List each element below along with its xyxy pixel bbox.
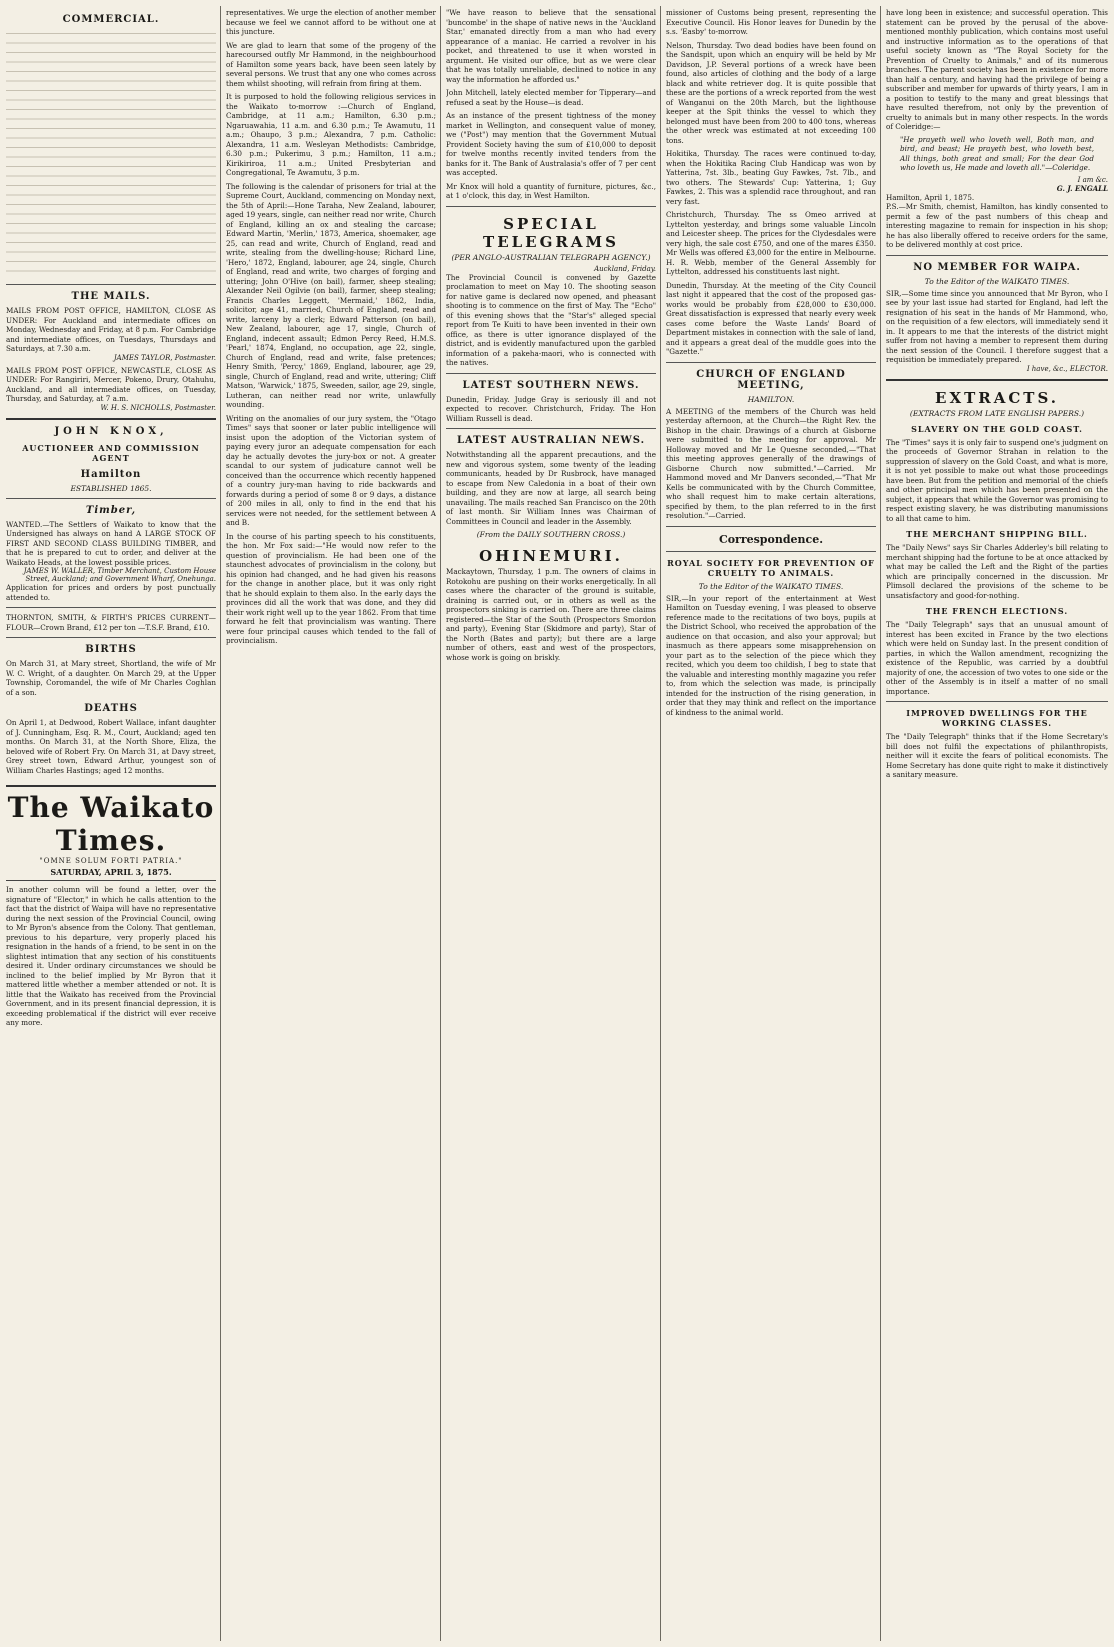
deaths-heading: DEATHS (84, 703, 138, 714)
correspondence-heading: Correspondence. (718, 532, 824, 546)
shipping-text: The "Daily News" says Sir Charles Adderley's bill relating to merchant shipping had the fortune to be at once attacked by what may be called the Left and the Right of the parties which are principally concerned in the discussion. Mr Plimsoll declared the provisions of the scheme to be unsatisfactory and good-for-nothing. (886, 543, 1108, 600)
divider (666, 551, 876, 552)
col2-intro: representatives. We urge the election of another member because we feel we cannot afford to be without one at this juncture. (226, 8, 436, 36)
shipping-heading: THE MERCHANT SHIPPING BILL. (906, 529, 1088, 539)
sign-off: I am &c. (1077, 175, 1108, 184)
mails-hamilton: MAILS FROM POST OFFICE, HAMILTON, CLOSE AS UNDER: For Auckland and intermediate offices on Monday, Wednesday and Friday, at 8 p.m. For Cambridge and intermediate offices, on Tuesdays, Thursdays and Saturdays, at 7.30 a.m. (6, 306, 216, 353)
french-text: The "Daily Telegraph" says that an unusual amount of interest has been excited in France by the two elections which were held on Sunday last. In the present condition of parties, in which the Wallon amendment, recognizing the existence of the Republic, was carried by a doubtful majority of one, the accession of two votes to one side or the other of the Assembly is in itself a matter of no small importance. (886, 620, 1108, 696)
knox-place: Hamilton (80, 468, 142, 480)
special-telegrams-heading: SPECIAL TELEGRAMS (483, 214, 619, 251)
waipa-to: To the Editor of the WAIKATO TIMES. (924, 276, 1070, 286)
correspondence-to: To the Editor of the WAIKATO TIMES. (698, 581, 844, 591)
col3-text-1: John Mitchell, lately elected member for Tipperary—and refused a seat by the House—is dead. (446, 88, 656, 107)
commercial-text (6, 29, 216, 279)
waipa-text: SIR,—Some time since you announced that Mr Byron, who I see by your last issue had started for England, had left the resignation of his seat in the hands of Mr Hammond, who, on the requisition of a few electors, will immediately send it in. It appears to me that the interests of the district might suffer from not having a member to represent them during the next session of the Council. I therefore suggest that a requisition be immediately prepared. (886, 288, 1108, 364)
deaths-text: On April 1, at Dedwood, Robert Wallace, infant daughter of J. Cunningham, Esq. R. M., Court, Auckland; aged ten months. On March 31, at the North Shore, Eliza, the beloved wife of Robert Fry. On March 31, at Davy street, Grey street town, Edward Arthur, youngest son of William Charles Hastings; aged 12 months. (6, 718, 216, 775)
nelson-news: Nelson, Thursday. Two dead bodies have been found on the Sandspit, upon which an enquiry will be held by Mr Davidson, J.P. Several portions of a wreck have been found, also articles of clothing and the body of a large black and white retriever dog. It is quite possible that these are the portions of a wreck reported from the west of Wanganui on the 20th March, but the lighthouse keeper at the Spit thinks the vessel to which they belonged must have been from 200 to 400 tons, whereas the other wreck was estimated at not exceeding 100 tons. (666, 40, 876, 145)
divider (6, 284, 216, 285)
church-meeting-text: A MEETING of the members of the Church was held yesterday afternoon, at the Church—the Right Rev. the Bishop in the chair. Drawings of a church at Gisborne were submitted to the meeting for approval. Mr Holloway moved and Mr Le Quesne seconded,—"That this meeting approves generally of the drawings of Gisborne Church now submitted."—Carried. Mr Hammond moved and Mr Danvers seconded,—"That Mr Kells be communicated with by the Church Committee, who shall request him to make certain alterations, specified by them, to the plan referred to in the first resolution."—Carried. (666, 406, 876, 520)
timber-signed: JAMES W. WALLER, Timber Merchant, Custom House Street, Auckland; and Government Wharf, Onehunga. (23, 567, 216, 583)
ohinemuri-text: Mackaytown, Thursday, 1 p.m. The owners of claims in Rotokohu are pushing on their works energetically. In all cases where the character of the ground is suitable, draining is carried out, or in others as well as the prospectors sinking is carried on. There are three claims registered—the Star of the South (Prospectors Smordon and party), Evening Star (Skidmore and party), Star of the North (Bates and party); but there are a large number of others, east and west of the prospectors, whose work is going on briskly. (446, 567, 656, 662)
signer: G. J. ENGALL (1056, 183, 1108, 193)
divider (446, 373, 656, 374)
column-1 (6, 8, 216, 1639)
special-dateline: Auckland, Friday. (594, 264, 656, 273)
births-text: On March 31, at Mary street, Shortland, the wife of Mr W. C. Wright, of a daughter. On March 29, at the Upper Township, Coromandel, the wife of Mr Charles Coghlan of a son. (6, 659, 216, 697)
correspondence-title: ROYAL SOCIETY FOR PREVENTION OF CRUELTY TO ANIMALS. (667, 557, 875, 578)
commercial-heading: COMMERCIAL. (62, 14, 160, 25)
mails-signed: JAMES TAYLOR, Postmaster. (113, 353, 216, 362)
col3-text-2: As an instance of the present tightness of the money market in Wellington, and consequent value of money, we ("Post") may mention that the Government Mutual Provident Society having the sum of £10,000 to deposit for twelve months recently invited tenders from the banks for it. The Bank of Australasia's offer of 7 per cent was accepted. (446, 111, 656, 177)
french-heading: THE FRENCH ELECTIONS. (925, 606, 1069, 616)
col2-text-4: Writing on the anomalies of our jury system, the "Otago Times" says that sooner or later public intelligence will insist upon the adoption of the Victorian system of paying every juror an adequate compensation for each day he actually devotes the jury-box or not. A greater scandal to our system of judicature cannot well be conceived than the occurrence which recently happened of a country jury-man having to ride backwards and forwards during a period of some 8 or 9 days, a distance of 200 miles in all, only to find in the end that his services were not needed, for the settlement between A and B. (226, 413, 436, 527)
waipa-sign: I have, &c., ELECTOR. (1026, 364, 1108, 373)
extracts-sub: (EXTRACTS FROM LATE ENGLISH PAPERS.) (909, 408, 1085, 418)
divider (666, 362, 876, 363)
col3-intro: "We have reason to believe that the sensational 'buncombe' in the shape of native news in the 'Auckland Star,' emanated directly from a man who had every appearance of a maniac. He carried a revolver in his pocket, and threatened to use it when worsted in argument. He visited our office, but as we were clear that he was totally unreliable, declined to notice in any way the information he afforded us." (446, 8, 656, 84)
extracts-heading: EXTRACTS. (935, 388, 1059, 407)
divider (666, 526, 876, 527)
knox-established: ESTABLISHED 1865. (70, 483, 152, 493)
col2-text-5: In the course of his parting speech to his constituents, the hon. Mr Fox said:—"He would now refer to the question of provincialism. He had been one of the staunchest advocates of provincialism in the colony, but his opinion had changed, and he had given his reasons for the change in another place, but it was only right that he should explain to them also. In the early days the provinces did all the work that was done, and they did their work right well up to the year 1862. From that time forward he felt that provincialism was wanting. There were four principal causes which tended to the fall of provincialism. (226, 531, 436, 645)
editorial-text: In another column will be found a letter, over the signature of "Elector," in which he calls attention to the fact that the district of Waipa will have no representative during the next session of the Provincial Council, owing to Mr Byron's absence from the Colony. That gentleman, previous to his departure, very properly placed his resignation in the hands of a friend, to be sent in on the slightest intimation that any section of his constituents desired it. Under ordinary circumstances we should be inclined to the belief implied by Mr Byron that it mattered little whether a member attended or not. It is little that the Waikato has received from the Provincial Government, and in its present financial depression, it is exceeding problematical if the district will ever receive any more. (6, 885, 216, 1027)
timber-application: Application for prices and orders by post punctually attended to. (6, 583, 216, 602)
dunedin-news: Dunedin, Thursday. At the meeting of the City Council last night it appeared that the cost of the proposed gas-works would be probably from £28,000 to £30,000. Great dissatisfaction is expressed that nearly every week cases come before the Waste Lands' Board of Department mistakes in connection with the sale of land, and it appears a great deal of the muddle goes into the "Gazette." (666, 280, 876, 356)
column-2 (226, 8, 436, 1639)
mails-newcastle: MAILS FROM POST OFFICE, NEWCASTLE, CLOSE AS UNDER: For Rangiriri, Mercer, Pokeno, Drury, Otahuhu, Auckland, and all intermediate offices, on Tuesday, Thursday, and Saturday, at 7 a.m. (6, 365, 216, 403)
australian-news-text: Notwithstanding all the apparent precautions, and the new and vigorous system, some twenty of the leading communicants, headed by Dr Rusbrock, have managed to escape from New Caledonia in a boat of their own building, and they are now at large, all search being unavailing. The mails reached San Francisco on the 20th of last month. Sir William Innes was Chairman of Committees in Council and leader in the Assembly. (446, 450, 656, 526)
postscript: P.S.—Mr Smith, chemist, Hamilton, has kindly consented to permit a few of the past numbers of this cheap and interesting magazine to remain for inspection in his shop; he has also liberally offered to receive orders for the same, to be delivered monthly at cost price. (886, 202, 1108, 249)
column-5 (886, 8, 1108, 1639)
divider (6, 607, 216, 608)
column-3 (446, 8, 656, 1639)
dwellings-heading: IMPROVED DWELLINGS FOR THE WORKING CLASSES. (906, 708, 1088, 728)
church-meeting-heading: CHURCH OF ENGLAND MEETING, (696, 368, 846, 391)
hokitika-news: Hokitika, Thursday. The races were continued to-day, when the Hokitika Racing Club Handicap was won by Yatterina, 7st. 3lb., beating Guy Fawkes, 7st. 7lb., and two others. The Stewards' Cup: Yatterina, 1; Guy Fawkes, 2. This was a splendid race throughout, and ran very fast. (666, 149, 876, 206)
timber-heading: Timber, (85, 504, 137, 516)
col5-intro: have long been in existence; and successful operation. This statement can be proved by the perusal of the above-mentioned monthly publication, which contains most useful and instructive information as to the operations of that useful society known as "The Royal Society for the Prevention of Cruelty to Animals," and of its numerous branches. The parent society has been in existence for more than half a century, and having had the privilege of being a subscriber and member for upwards of thirty years, I am in a position to testify to the many and great blessings that have resulted therefrom, not only by the prevention of cruelty to animals but in many other respects. In the words of Coleridge:— (886, 8, 1108, 131)
southern-news-text: Dunedin, Friday. Judge Gray is seriously ill and not expected to recover. Christchurch, Friday. The Hon William Russell is dead. (446, 394, 656, 423)
col2-text-2: It is purposed to hold the following religious services in the Waikato to-morrow :—Church of England, Cambridge, at 11 a.m.; Hamilton, 6.30 p.m.; Ngaruawahia, 11 a.m. and 6.30 p.m.; Te Awamutu, 11 a.m.; Ohaupo, 3 p.m.; Alexandra, 7 p.m. Catholic: Alexandra, 11 a.m. Wesleyan Methodists: Cambridge, 6.30 p.m.; Pukerimu, 3 p.m.; Hamilton, 11 a.m.; Kirikiriroa, 11 a.m.; United Presbyterian and Congregational, Te Awamutu, 3 p.m. (226, 92, 436, 177)
column-rule (660, 6, 661, 1641)
divider (6, 498, 216, 499)
masthead-motto: "OMNE SOLUM FORTI PATRIA." (39, 857, 183, 865)
col3-text-3: Mr Knox will hold a quantity of furniture, pictures, &c., at 1 o'clock, this day, in West Hamilton. (446, 181, 656, 200)
divider (886, 255, 1108, 256)
prices-current: THORNTON, SMITH, & FIRTH'S PRICES CURRENT— FLOUR—Crown Brand, £12 per ton —T.S.F. Brand, £10. (6, 613, 216, 632)
slavery-text: The "Times" says it is only fair to suspend one's judgment on the proceeds of Governor Strahan in relation to the suppression of slavery on the Gold Coast, and what is more, it is not yet possible to make out what those proceedings have been. But from the petition and memorial of the chiefs and other principal men which has been presented on the subject, it appears that while the Governor was promising to respect existing slavery, he was distributing manumissions to all that came to him. (886, 437, 1108, 523)
slavery-heading: SLAVERY ON THE GOLD COAST. (911, 423, 1083, 434)
southern-news-heading: LATEST SOUTHERN NEWS. (462, 379, 640, 391)
col4-intro: missioner of Customs being present, representing the Executive Council. His Honor leaves for Dunedin by the s.s. 'Easby' to-morrow. (666, 8, 876, 36)
column-rule (880, 6, 881, 1641)
christchurch-news: Christchurch, Thursday. The ss Omeo arrived at Lyttelton yesterday, and brings some valuable Lincoln and Leicester sheep. The prices for the Clydesdales were very high, the sale cost £750, and one of the mares £350. Mr Wells was offered £3,000 for the entire in Melbourne. H. R. Webb, member of the General Assembly for Lyttelton, addressed his constituents last night. (666, 210, 876, 276)
divider (886, 379, 1108, 381)
place-date: Hamilton, April 1, 1875. (886, 192, 975, 202)
divider (886, 701, 1108, 702)
coleridge-poem: "He prayeth well who loveth well, Both man, and bird, and beast; He prayeth best, who loveth best, All things, both great and small; For the dear God who loveth us, He made and loveth all."—Coleridge. (900, 134, 1094, 172)
column-rule (220, 6, 221, 1641)
knox-name: JOHN KNOX, (54, 425, 168, 437)
special-text: The Provincial Council is convened by Gazette proclamation to meet on May 10. The shooting season for native game is declared now opened, and pheasant shooting is to commence on the first of May. The "Echo" of this evening shows that the "Star's" alleged special report from Te Kuiti to have been invented in their own office, as there is utter ignorance displayed of the district, and is evidently manufactured upon the garbled information of a pakeha-maori, who is connected with the natives. (446, 272, 656, 367)
divider (446, 206, 656, 207)
timber-text: WANTED.—The Settlers of Waikato to know that the Undersigned has always on hand A LARGE STOCK OF FIRST AND SECOND CLASS BUILDING TIMBER, and that he is prepared to cut to order, and deliver at the Waikato Heads, at the lowest possible prices. (6, 519, 216, 567)
dwellings-text: The "Daily Telegraph" thinks that if the Home Secretary's bill does not fulfil the expectations of philanthropists, neither will it excite the fears of political economists. The Home Secretary has done quite right to make it distinctively a sanitary measure. (886, 732, 1108, 779)
column-rule (440, 6, 441, 1641)
col2-text-1: We are glad to learn that some of the progeny of the harecoursed outfly Mr Hammond, in the neighbourhood of Hamilton some years back, have been seen lately by several persons. We trust that any one who comes across them whilst shooting, will refrain from firing at them. (226, 40, 436, 88)
commercial-filler (6, 29, 216, 279)
special-telegrams-sub: (PER ANGLO-AUSTRALIAN TELEGRAPH AGENCY.) (451, 252, 651, 262)
mails-signed-2: W. H. S. NICHOLLS, Postmaster. (100, 403, 216, 412)
australian-news-heading: LATEST AUSTRALIAN NEWS. (456, 435, 646, 446)
australian-news-source: (From the DAILY SOUTHERN CROSS.) (476, 530, 626, 539)
masthead: The Waikato Times. (6, 785, 216, 857)
waipa-heading: NO MEMBER FOR WAIPA. (913, 261, 1081, 273)
correspondence-text: SIR,—In your report of the entertainment at West Hamilton on Tuesday evening, I was pleased to observe reference made to the recitations of two boys, pupils at the District School, who received the approbation of the audience on that occasion, and also your approval; but inasmuch as there appears some misapprehension on your part as to the selection of the piece which they recited, which you deem too childish, I beg to state that the valuable and interesting monthly magazine you refer to, from which the selection was made, is principally intended for the instruction of the rising generation, in order that they may think and reflect on the importance of kindness to the animal world. (666, 593, 876, 717)
divider (6, 418, 216, 420)
divider (446, 428, 656, 429)
divider (6, 637, 216, 638)
knox-title: AUCTIONEER AND COMMISSION AGENT (22, 442, 200, 463)
column-4 (666, 8, 876, 1639)
mails-heading: THE MAILS. (71, 291, 151, 302)
births-heading: BIRTHS (85, 644, 137, 655)
church-meeting-sub: HAMILTON. (747, 394, 795, 404)
ohinemuri-heading: OHINEMURI. (479, 547, 623, 565)
col2-text-3: The following is the calendar of prisoners for trial at the Supreme Court, Auckland, commencing on Monday next, the 5th of April:—Hone Taraha, New Zealand, labourer, aged 19 years, single, can neither read nor write, Church of England, killing an ox and stealing the carcase; Edward Martin, 'Merlin,' 1873, America, shoemaker, age 25, can read and write, Church of England, read and write, stealing from the dwelling-house; Richard Line, 'Hero,' 1872, England, labourer, age 24, single, Church of England, read and write, two charges of forging and uttering; John O'Hive (on bail), farmer, sheep stealing; Alexander Neil Ogilvie (on bail), farmer, sheep stealing; Francis Charles Leggett, 'Mermaid,' 1862, India, solicitor, age 41, married, Church of England, read and write, larceny by a clerk; Edward Patterson (on bail), New Zealand, labourer, age 17, single, Church of England, indecent assault; Edmon Percy Reed, H.M.S. 'Pearl,' 1874, England, no occupation, age 22, single, Church of England, read and write, false pretences; Henry Smith, 'Percy,' 1869, England, labourer, age 29, single, Church of England, read and write, uttering; Cliff Matson, 'Warwick,' 1875, Sweeden, sailor, age 29, single, Lutheran, can neither read nor write, unlawfully wounding. (226, 181, 436, 409)
issue-date: SATURDAY, APRIL 3, 1875. (6, 867, 216, 881)
